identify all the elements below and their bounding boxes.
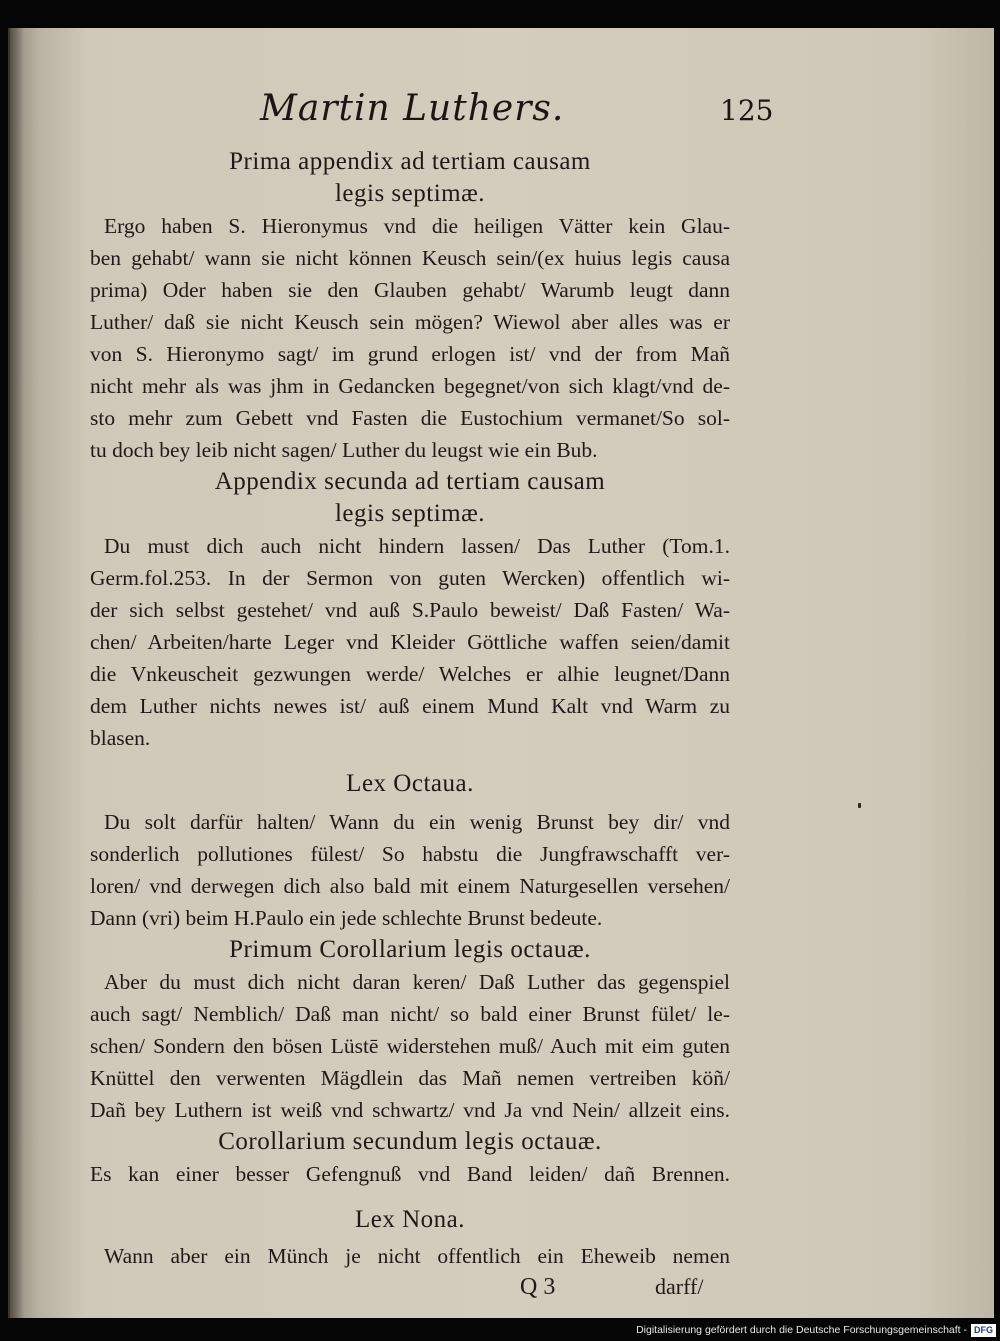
section-appendix-secunda <box>90 466 730 754</box>
paragraph <box>90 1240 730 1272</box>
text-line: Wann aber ein Münch je nicht offentlich ein Eheweib nemen <box>104 1244 730 1268</box>
section-heading <box>90 768 730 800</box>
paragraph <box>90 210 730 466</box>
page-gutter-shadow <box>10 28 24 1318</box>
text-line: Du solt darfür halten/ Wann du ein wenig Brunst bey dir/ vnd <box>104 810 730 834</box>
section-primum-corollarium <box>90 934 730 1126</box>
text-line: schen/ Sondern den bösen Lüstē widerstehen muß/ Auch mit eim guten <box>90 1034 730 1058</box>
text-line: Luther/ daß sie nicht Keusch sein mögen? Wiewol aber alles was er <box>90 310 730 334</box>
page-footer <box>90 1274 730 1308</box>
text-line: blasen. <box>90 726 151 750</box>
running-title: Martin Luthers. <box>260 88 565 129</box>
text-line: Germ.fol.253. In der Sermon von guten Wercken) offentlich wi- <box>90 566 730 590</box>
page-number: 125 <box>720 94 774 127</box>
paragraph <box>90 530 730 754</box>
signature-mark: Q 3 <box>520 1274 556 1300</box>
section-prima-appendix <box>90 146 730 466</box>
heading-line: Prima appendix ad tertiam causam <box>229 148 591 175</box>
dfg-logo: DFG <box>971 1324 996 1337</box>
section-lex-octaua <box>90 768 730 934</box>
running-head <box>90 88 774 146</box>
section-heading <box>90 934 730 966</box>
digitization-credit <box>636 1323 996 1337</box>
section-corollarium-secundum <box>90 1126 730 1190</box>
heading-line: Lex Octaua. <box>346 770 474 797</box>
text-line: Knüttel den verwenten Mägdlein das Mañ nemen vertreiben köñ/ <box>90 1066 730 1090</box>
text-line: loren/ vnd derwegen dich also bald mit einem Naturgesellen versehen/ <box>90 874 730 898</box>
text-line: prima) Oder haben sie den Glauben gehabt/ Warumb leugt dann <box>90 278 730 302</box>
text-line: Du must dich auch nicht hindern lassen/ Das Luther (Tom.1. <box>104 534 730 558</box>
section-heading <box>90 1204 730 1236</box>
text-line: Aber du must dich nicht daran keren/ Daß Luther das gegenspiel <box>104 970 730 994</box>
book-page <box>8 28 994 1318</box>
text-line: dem Luther nichts newes ist/ auß einem Mund Kalt vnd Warm zu <box>90 694 730 718</box>
text-line: Dañ bey Luthern ist weiß vnd schwartz/ vnd Ja vnd Nein/ allzeit eins. <box>90 1098 730 1122</box>
text-line: ben gehabt/ wann sie nicht können Keusch sein/(ex huius legis causa <box>90 246 730 270</box>
text-line: Dann (vri) beim H.Paulo ein jede schlechte Brunst bedeute. <box>90 906 603 930</box>
heading-line: Primum Corollarium legis octauæ. <box>229 936 591 963</box>
catchword: darff/ <box>655 1274 704 1299</box>
section-lex-nona <box>90 1204 730 1272</box>
text-line: von S. Hieronymo sagt/ im grund erlogen ist/ vnd der from Mañ <box>90 342 730 366</box>
text-line: chen/ Arbeiten/harte Leger vnd Kleider Göttliche waffen seien/damit <box>90 630 730 654</box>
text-line: die Vnkeuscheit gezwungen werde/ Welches er alhie leugnet/Dann <box>90 662 730 686</box>
heading-line: Corollarium secundum legis octauæ. <box>218 1128 602 1155</box>
section-heading <box>90 466 730 530</box>
paragraph <box>90 806 730 934</box>
text-line: tu doch bey leib nicht sagen/ Luther du leugst wie ein Bub. <box>90 438 598 462</box>
text-line: sonderlich pollutiones fülest/ So habstu die Jungfrawschafft ver- <box>90 842 730 866</box>
heading-line: Appendix secunda ad tertiam causam <box>214 468 606 495</box>
paragraph <box>90 966 730 1126</box>
ink-speck <box>858 803 861 808</box>
heading-line: legis septimæ. <box>334 180 486 207</box>
text-block <box>90 88 774 1308</box>
paragraph <box>90 1158 730 1190</box>
section-heading <box>90 1126 730 1158</box>
heading-line: Lex Nona. <box>354 1206 466 1233</box>
text-line: nicht mehr als was jhm in Gedancken begegnet/von sich klagt/vnd de- <box>90 374 730 398</box>
section-heading <box>90 146 730 210</box>
text-line: Ergo haben S. Hieronymus vnd die heiligen Vätter kein Glau- <box>104 214 730 238</box>
credit-text: Digitalisierung gefördert durch die Deutsche Forschungsgemeinschaft - <box>636 1324 967 1336</box>
heading-line: legis septimæ. <box>334 500 486 527</box>
text-line: auch sagt/ Nemblich/ Daß man nicht/ so bald einer Brunst fület/ le- <box>90 1002 730 1026</box>
text-line: der sich selbst gestehet/ vnd auß S.Paulo beweist/ Daß Fasten/ Wa- <box>90 598 730 622</box>
text-line: sto mehr zum Gebett vnd Fasten die Eustochium vermanet/So sol- <box>90 406 730 430</box>
text-line: Es kan einer besser Gefengnuß vnd Band leiden/ dañ Brennen. <box>90 1162 730 1186</box>
